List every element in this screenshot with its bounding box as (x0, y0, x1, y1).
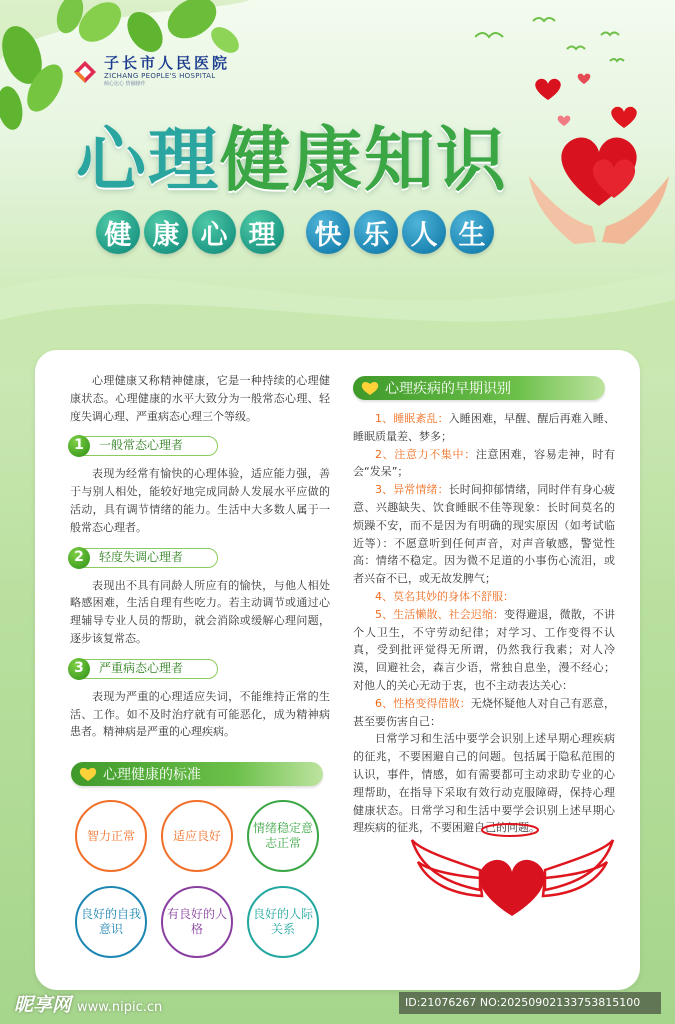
symptom-item (353, 606, 615, 695)
symptom-head: 1、睡眠紊乱： (375, 412, 449, 425)
section-body: 表现为严重的心理适应失词，不能维持正常的生活、工作。如不及时治疗就有可能恶化，成为精神病患者。精神病是严重的心理疾病。 (70, 689, 330, 739)
early-detection-title: 心理疾病的早期识别 (385, 381, 511, 397)
symptom-body: 变得避退，微散，不讲个人卫生，不守劳动纪律；对学习、工作变得不认真，受到批评觉得无所谓，仍然我行我素；对人冷漠，回避社会，森言少语，常独自息坐，漫不经心；对他人的关心无动于衷，也不主动表达关心： (353, 607, 615, 692)
winged-heart-icon (410, 820, 615, 920)
symptom-head: 4、莫名其妙的身体不舒服： (375, 589, 514, 603)
standards-title: 心理健康的标准 (103, 767, 201, 783)
title-part-1: 心理 (76, 119, 220, 201)
subtitle-char: 心 (192, 210, 236, 254)
standard-circle: 智力正常 (75, 800, 147, 872)
section-number: 1 (68, 435, 90, 457)
left-column (70, 372, 330, 741)
symptom-item (353, 410, 615, 446)
symptom-item (353, 588, 615, 606)
title-part-2: 健康 (220, 119, 364, 201)
hospital-name-en: ZICHANG PEOPLE'S HOSPITAL (104, 72, 216, 80)
symptom-head: 5、生活懒散、社会迟缩： (375, 607, 505, 621)
symptom-body: 注意困难，容易走神，时有会“发呆”； (353, 447, 616, 479)
symptom-body: 无烧怀疑他人对自己有恶意，甚至要伤害自己： (353, 696, 616, 728)
closing-paragraph: 日常学习和生活中要学会识别上述早期心理疾病的征兆，不要困避自己的问题。包括属于隐私范围的认识，事件，情感，如有需要都可主动求助专业的心理帮助，在指导下采取有效行动克服障碍，保持心理健康状态。日常学习和生活中要学会识别上述早期心理疾病的征兆，不要困避自己的问题。 (353, 732, 615, 835)
section-header (68, 658, 330, 680)
section-number: 2 (68, 547, 90, 569)
subtitle-char: 康 (144, 210, 188, 254)
right-column (353, 410, 615, 837)
section-header (68, 547, 330, 569)
symptom-head: 3、异常情绪： (375, 483, 449, 497)
standard-circle: 适应良好 (161, 800, 233, 872)
subtitle-char: 乐 (354, 210, 398, 254)
site-name: 昵享网 (14, 994, 72, 1016)
section-title: 轻度失调心理者 (84, 548, 218, 568)
section-header (68, 435, 330, 457)
standard-circle: 良好的人际关系 (247, 886, 319, 958)
title-part-3: 知识 (364, 119, 508, 201)
symptom-body: 长时间抑郁情绪，同时伴有身心疲意、兴趣缺失、饮食睡眠不佳等现象：长时间莫名的烦躁不安，而不是因为有明确的现实原因（如考试临近等）：不愿意听到任何声音，对声音敏感，警觉性高：情绪不稳定。因为微不足道的小事伤心流泪，或者兴奋不已，或无故发脾气； (353, 483, 616, 586)
intro-paragraph: 心理健康又称精神健康，它是一种持续的心理健康状态。心理健康的水平大致分为一般常态心理、轻度失调心理、严重病态心理三个等级。 (70, 374, 330, 423)
symptom-item (353, 446, 615, 482)
standard-circle: 良好的自我意识 (75, 886, 147, 958)
subtitle-char: 健 (96, 210, 140, 254)
hospital-logo-icon (72, 59, 98, 85)
birds-decoration (475, 15, 635, 70)
standard-circle: 情绪稳定意志正常 (247, 800, 319, 872)
subtitle-char: 理 (240, 210, 284, 254)
symptom-head: 6、性格变得借散： (375, 696, 471, 710)
page-title (0, 120, 584, 200)
standard-circle: 有良好的人格 (161, 886, 233, 958)
section-title: 一般常态心理者 (84, 436, 218, 456)
early-detection-title-bar (353, 376, 605, 400)
subtitle-char: 快 (306, 210, 350, 254)
section-body: 表现出不具有同龄人所应有的愉快，与他人相处略感困难，生活自理有些吃力。若主动调节或通过心理辅导专业人员的帮助，就会消除或缓解心理问题，逐步该复常态。 (70, 578, 330, 645)
symptom-item (353, 481, 615, 588)
symptom-head: 2、注意力不集中： (375, 447, 476, 461)
standards-title-bar (71, 762, 323, 786)
subtitle-char: 生 (450, 210, 494, 254)
site-watermark (14, 990, 162, 1017)
section-title: 严重病态心理者 (84, 659, 218, 679)
section-body: 表现为经常有愉快的心理体验，适应能力强，善于与别人相处，能较好地完成同龄人发展水平应做的活动，具有调节情绪的能力。生活中大多数人属于一般常态心理者。 (70, 467, 330, 534)
subtitle (96, 210, 494, 254)
standards-grid (75, 800, 315, 960)
site-url: www.nipic.cn (77, 1000, 163, 1015)
symptom-body: 入睡困难，早醒、醒后再难入睡、睡眠质量差、梦多； (353, 412, 616, 443)
heart-icon (79, 766, 97, 782)
hospital-slogan: 倾心比心 情融操作 (104, 81, 146, 87)
hospital-name: 子长市人民医院 (104, 54, 231, 72)
image-id-bar: ID:21076267 NO:20250902133753815100 (399, 992, 661, 1014)
heart-icon (361, 380, 379, 396)
section-number: 3 (68, 658, 90, 680)
symptom-item (353, 695, 615, 731)
hospital-logo (72, 56, 230, 88)
subtitle-char: 人 (402, 210, 446, 254)
